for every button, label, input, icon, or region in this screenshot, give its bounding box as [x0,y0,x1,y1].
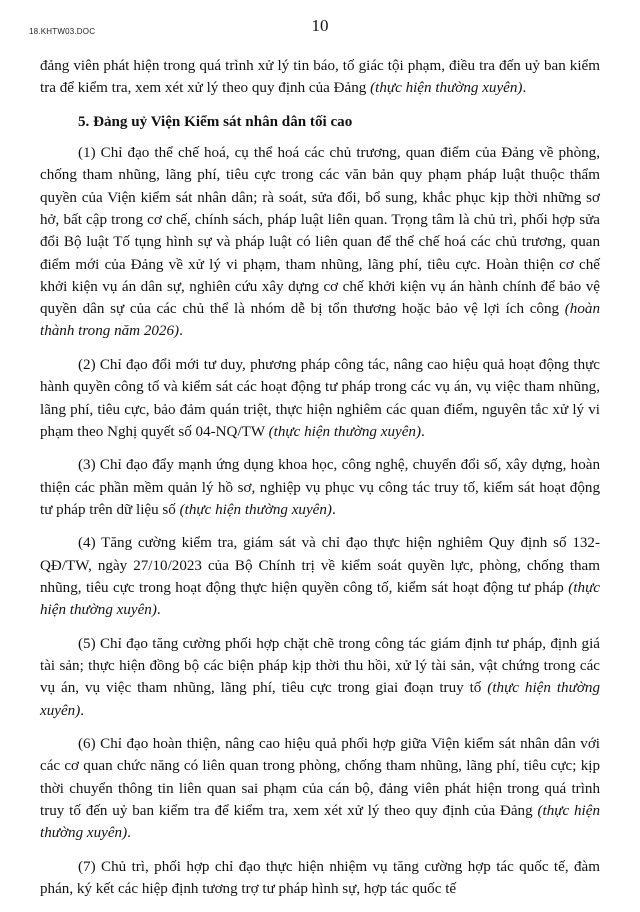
paragraph-item-2: (2) Chỉ đạo đổi mới tư duy, phương pháp công tác, nâng cao hiệu quả hoạt động thực hành quyền công tố và kiểm sát các hoạt động tư pháp trong các vụ án, vụ việc tham nhũng, lãng phí, tiêu cực, bảo đảm quán triệt, thực hiện nghiêm các quan điểm, nguyên tắc xử lý vi phạm theo Nghị quyết số 04-NQ/TW (thực hiện thường xuyên). [40,356,600,440]
section-heading: 5. Đảng uỷ Viện Kiểm sát nhân dân tối cao [78,113,353,130]
paragraph-item-3: (3) Chỉ đạo đẩy mạnh ứng dụng khoa học, công nghệ, chuyển đổi số, xây dựng, hoàn thiện các phần mềm quản lý hồ sơ, nghiệp vụ phục vụ công tác truy tố, kiểm sát hoạt động tư pháp trên dữ liệu số (thực hiện thường xuyên). [40,457,600,518]
paragraph-continued: đảng viên phát hiện trong quá trình xử lý tin báo, tố giác tội phạm, điều tra đến uỷ ban kiểm tra để kiểm tra, xem xét xử lý theo quy định của Đảng (thực hiện thường xuyên). [40,58,600,97]
page-number: 10 [311,16,329,35]
paragraph-item-6: (6) Chỉ đạo hoàn thiện, nâng cao hiệu quả phối hợp giữa Viện kiểm sát nhân dân với các cơ quan chức năng có liên quan trong phòng, chống tham nhũng, lãng phí, tiêu cực; kịp thời chuyển thông tin liên quan sai phạm của cán bộ, đảng viên phát hiện trong quá trình truy tố đến uỷ ban kiểm tra để kiểm tra, xem xét xử lý theo quy định của Đảng (thực hiện thường xuyên). [40,736,600,842]
document-body [40,55,600,912]
paragraph-item-1: (1) Chỉ đạo thể chế hoá, cụ thể hoá các chủ trương, quan điểm của Đảng về phòng, chống tham nhũng, lãng phí, tiêu cực trong các văn bản quy phạm pháp luật thuộc thẩm quyền của Viện kiểm sát nhân dân; rà soát, sửa đổi, bổ sung, khắc phục kịp thời những sơ hở, bất cập trong cơ chế, chính sách, pháp luật liên quan. Trọng tâm là chủ trì, phối hợp sửa đổi Bộ luật Tố tụng hình sự và pháp luật có liên quan để thể chế hoá các chủ trương, quan điểm mới của Đảng về xử lý vi phạm, tham nhũng, lãng phí, tiêu cực. Hoàn thiện cơ chế khởi kiện vụ án dân sự, nghiên cứu xây dựng cơ chế khởi kiện vụ án hành chính để bảo vệ quyền dân sự của các chủ thể là nhóm dễ bị tổn thương hoặc bảo vệ lợi ích công (hoàn thành trong năm 2026). [40,145,600,340]
document-filename: 18.KHTW03.DOC [29,27,96,36]
paragraph-item-7: (7) Chủ trì, phối hợp chỉ đạo thực hiện nhiệm vụ tăng cường hợp tác quốc tế, đàm phán, ký kết các hiệp định tương trợ tư pháp hình sự, hợp tác quốc tế [40,858,600,898]
paragraph-item-5: (5) Chỉ đạo tăng cường phối hợp chặt chẽ trong công tác giám định tư pháp, định giá tài sản; thực hiện đồng bộ các biện pháp kịp thời thu hồi, xử lý tài sản, vật chứng trong các vụ án, vụ việc tham nhũng, lãng phí, tiêu cực trong giai đoạn truy tố (thực hiện thường xuyên). [40,635,600,719]
paragraph-item-4: (4) Tăng cường kiểm tra, giám sát và chỉ đạo thực hiện nghiêm Quy định số 132-QĐ/TW, ngày 27/10/2023 của Bộ Chính trị về kiểm soát quyền lực, phòng, chống tham nhũng, tiêu cực trong hoạt động thực hiện quyền công tố, kiểm sát hoạt động tư pháp (thực hiện thường xuyên). [40,535,600,619]
